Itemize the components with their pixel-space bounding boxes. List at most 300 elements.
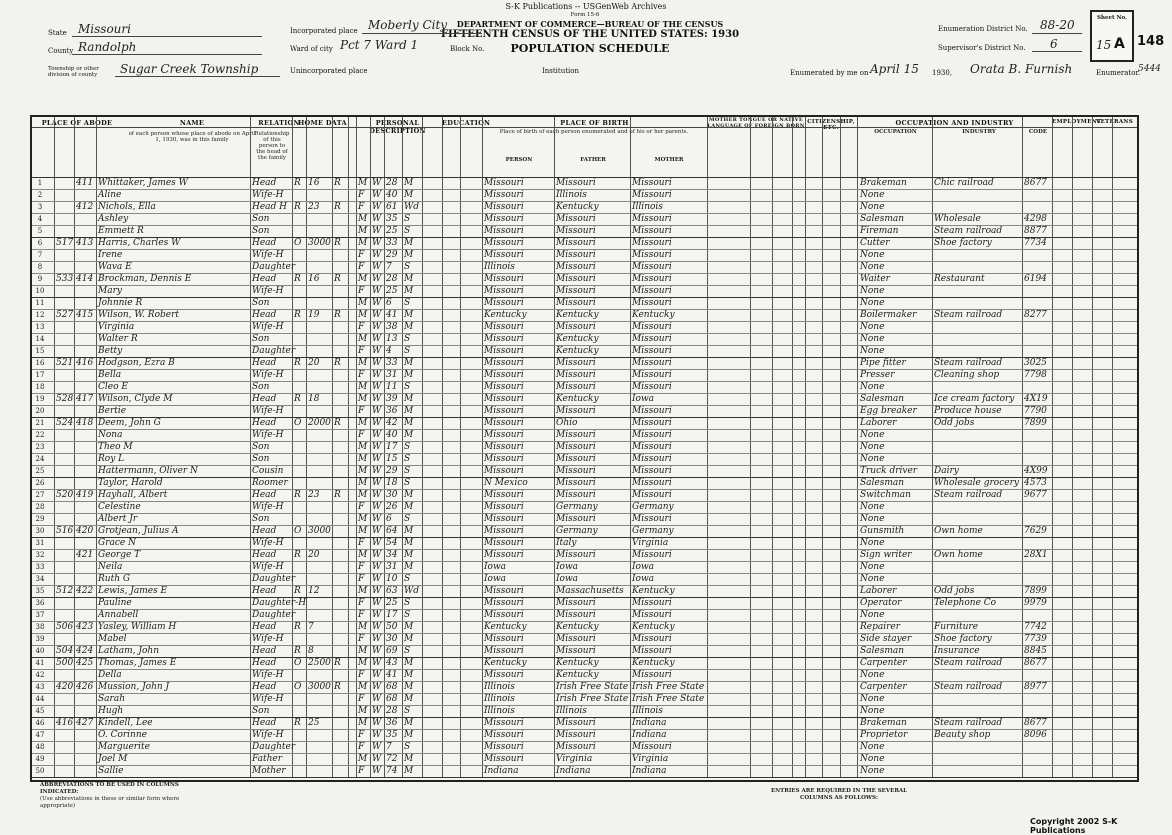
cell-rel: Head [252,418,277,428]
cell-ind: Ice cream factory [934,394,1015,404]
cell-mbp: Missouri [632,418,672,428]
enumerated-label: Enumerated by me on [790,69,869,77]
archive-watermark: S-K Publications -- USGenWeb Archives [505,2,667,11]
cell-fbp: Missouri [556,478,596,488]
cell-sex: M [358,178,368,188]
cell-sex: M [358,622,368,632]
cell-fam: 427 [76,718,94,728]
cell-ind: Steam railroad [934,358,1003,368]
birth-column-desc: Place of birth of each person enumerated and of his or her parents. [499,129,689,135]
cell-ms: M [404,502,414,512]
cell-dw: 516 [56,526,74,536]
cell-name: Sallie [98,766,124,776]
cell-race: W [372,274,382,284]
cell-own: R [294,550,301,560]
county-value: Randolph [78,40,137,54]
cell-rel: Son [252,454,270,464]
cell-ms: M [404,430,414,440]
cell-code: 8677 [1024,658,1047,668]
cell-race: W [372,382,382,392]
cell-bp: Missouri [484,514,524,524]
cell-rel: Wife-H [252,406,284,416]
cell-name: Wilson, W. Robert [98,310,180,320]
cell-own: R [294,310,301,320]
cell-n: 5 [37,227,43,235]
cell-ms: M [404,406,414,416]
cell-bp: Missouri [484,250,524,260]
cell-bp: Illinois [484,682,515,692]
cell-bp: Missouri [484,334,524,344]
cell-dw: 521 [56,358,74,368]
cell-n: 8 [37,263,43,271]
enum-district-label: Enumeration District No. [938,25,1028,33]
cell-code: 6194 [1024,274,1047,284]
cell-age: 54 [386,538,398,548]
cell-ind: Telephone Co [934,598,997,608]
cell-dw: 527 [56,310,74,320]
cell-name: Taylor, Harold [98,478,163,488]
cell-sex: M [358,706,368,716]
cell-occ: Repairer [860,622,901,632]
cell-mbp: Germany [632,502,674,512]
cell-ind: Cleaning shop [934,370,1000,380]
cell-rel: Wife-H [252,538,284,548]
cell-ms: M [404,358,414,368]
cell-name: Johnnie R [98,298,143,308]
cell-age: 30 [386,634,398,644]
cell-fam: 412 [76,202,94,212]
cell-dw: 533 [56,274,74,284]
cell-bp: Illinois [484,262,515,272]
cell-age: 41 [386,310,398,320]
cell-race: W [372,286,382,296]
cell-rel: Wife-H [252,250,284,260]
cell-code: 7742 [1024,622,1047,632]
cell-sex: M [358,550,368,560]
cell-name: Cleo E [98,382,128,392]
cell-mbp: Virginia [632,754,669,764]
cell-ind: Produce house [934,406,1002,416]
cell-bp: Missouri [484,454,524,464]
cell-occ: Carpenter [860,658,907,668]
cell-val: 3000 [308,238,331,248]
cell-occ: None [860,430,885,440]
cell-fbp: Missouri [556,382,596,392]
cell-sex: M [358,754,368,764]
cell-bp: Missouri [484,214,524,224]
cell-bp: Illinois [484,694,515,704]
cell-mbp: Missouri [632,742,672,752]
cell-sex: M [358,646,368,656]
cell-n: 19 [35,395,45,403]
cell-sex: M [358,298,368,308]
cell-fam: 411 [76,178,94,188]
cell-name: Thomas, James E [98,658,177,668]
section-home: HOME DATA [298,119,347,127]
cell-mbp: Illinois [632,202,663,212]
section-employment: EMPLOYMENT [1052,119,1102,125]
relation-column-desc: Relationship of this person to the head of the family [254,131,290,161]
cell-ms: M [404,322,414,332]
cell-ms: M [404,190,414,200]
cell-dw: 420 [56,682,74,692]
cell-sex: M [358,514,368,524]
cell-code: 7899 [1024,586,1047,596]
cell-ms: M [404,526,414,536]
cell-bp: Missouri [484,190,524,200]
cell-n: 29 [35,515,45,523]
section-name: NAME [179,119,205,127]
cell-race: W [372,706,382,716]
cell-age: 7 [386,262,392,272]
cell-sex: F [358,430,365,440]
cell-occ: None [860,382,885,392]
cell-fam: 422 [76,586,94,596]
cell-fbp: Irish Free State [556,694,629,704]
cell-age: 63 [386,586,398,596]
cell-rel: Son [252,442,270,452]
cell-fbp: Missouri [556,646,596,656]
cell-code: 7739 [1024,634,1047,644]
cell-bp: Illinois [484,706,515,716]
cell-sex: M [358,238,368,248]
cell-sex: M [358,274,368,284]
cell-ind: Chic railroad [934,178,994,188]
cell-ms: S [404,454,411,464]
cell-name: Betty [98,346,123,356]
cell-n: 44 [35,695,45,703]
cell-mbp: Missouri [632,610,672,620]
cell-bp: Iowa [484,574,507,584]
enumerated-date: April 15 [870,62,919,76]
cell-radio: R [334,658,341,668]
cell-ms: M [404,670,414,680]
cell-race: W [372,634,382,644]
cell-n: 48 [35,743,45,751]
cell-ind: Own home [934,526,983,536]
cell-name: Mussion, John J [98,682,170,692]
cell-sex: F [358,562,365,572]
cell-ms: M [404,730,414,740]
cell-n: 13 [35,323,45,331]
cell-mbp: Missouri [632,442,672,452]
sheet-box [1090,10,1134,62]
cell-sex: M [358,394,368,404]
cell-occ: Presser [860,370,895,380]
cell-sex: F [358,538,365,548]
cell-n: 6 [37,239,43,247]
cell-ms: M [404,490,414,500]
cell-rel: Wife-H [252,730,284,740]
cell-name: Roy L [98,454,125,464]
cell-ind: Restaurant [934,274,985,284]
cell-race: W [372,502,382,512]
cell-own: R [294,718,301,728]
cell-fbp: Ohio [556,418,578,428]
cell-race: W [372,574,382,584]
cell-ms: M [404,562,414,572]
cell-fam: 424 [76,646,94,656]
cell-sex: M [358,718,368,728]
supervisor-label: Supervisor's District No. [938,44,1026,52]
ward-label: Ward of city [290,45,333,53]
cell-bp: Missouri [484,226,524,236]
cell-name: Lewis, James E [98,586,168,596]
cell-name: Celestine [98,502,141,512]
cell-occ: Side stayer [860,634,912,644]
cell-fam: 417 [76,394,94,404]
cell-n: 45 [35,707,45,715]
cell-val: 23 [308,490,320,500]
cell-age: 4 [386,346,392,356]
cell-name: Hodgson, Ezra B [98,358,175,368]
cell-bp: Missouri [484,754,524,764]
county-label: County [48,47,74,55]
cell-ms: S [404,214,411,224]
cell-ms: S [404,514,411,524]
sheet-letter: A [1114,36,1125,52]
cell-occ: None [860,286,885,296]
cell-occ: None [860,190,885,200]
cell-ms: M [404,310,414,320]
cell-n: 27 [35,491,45,499]
cell-name: Hayhall, Albert [98,490,168,500]
cell-sex: M [358,310,368,320]
cell-ms: S [404,442,411,452]
cell-race: W [372,226,382,236]
cell-mbp: Missouri [632,286,672,296]
cell-val: 12 [308,586,320,596]
cell-val: 2500 [308,658,331,668]
cell-code: 9979 [1024,598,1047,608]
cell-mbp: Missouri [632,634,672,644]
cell-bp: Missouri [484,418,524,428]
cell-radio: R [334,202,341,212]
cell-ms: S [404,466,411,476]
cell-sex: F [358,742,365,752]
cell-occ: None [860,442,885,452]
cell-bp: Missouri [484,358,524,368]
cell-name: Pauline [98,598,132,608]
cell-race: W [372,754,382,764]
cell-sex: M [358,466,368,476]
cell-own: O [294,658,302,668]
cell-sex: M [358,382,368,392]
cell-age: 69 [386,646,398,656]
cell-occ: None [860,670,885,680]
cell-ms: S [404,262,411,272]
cell-race: W [372,442,382,452]
cell-race: W [372,322,382,332]
cell-sex: F [358,730,365,740]
cell-bp: Missouri [484,382,524,392]
cell-val: 20 [308,358,320,368]
cell-fbp: Kentucky [556,622,599,632]
cell-code: 4X19 [1024,394,1048,404]
cell-ms: Wd [404,202,420,212]
cell-mbp: Irish Free State [632,682,705,692]
cell-occ: Boilermaker [860,310,917,320]
cell-race: W [372,622,382,632]
cell-race: W [372,454,382,464]
cell-code: 4298 [1024,214,1047,224]
cell-mbp: Missouri [632,370,672,380]
cell-ind: Furniture [934,622,979,632]
cell-bp: Missouri [484,730,524,740]
cell-occ: Operator [860,598,902,608]
cell-sex: M [358,658,368,668]
cell-ms: S [404,346,411,356]
cell-sex: F [358,202,365,212]
cell-occ: None [860,202,885,212]
sheet-label: Sheet No. [1097,15,1127,21]
cell-ind: Steam railroad [934,658,1003,668]
cell-fbp: Missouri [556,178,596,188]
cell-bp: N Mexico [484,478,528,488]
cell-rel: Son [252,334,270,344]
cell-name: Della [98,670,122,680]
cell-age: 35 [386,214,398,224]
cell-race: W [372,202,382,212]
cell-fbp: Germany [556,526,598,536]
cell-val [308,765,332,778]
state-label: State [48,29,67,37]
cell-fam [76,765,96,778]
cell-occ: None [860,742,885,752]
cell-val: 16 [308,178,320,188]
cell-mbp: Missouri [632,238,672,248]
cell-fbp: Kentucky [556,658,599,668]
cell-name: Grace N [98,538,136,548]
cell-mbp: Missouri [632,178,672,188]
cell-ms: M [404,550,414,560]
cell-race: W [372,514,382,524]
cell-occ: Brakeman [860,178,907,188]
cell-race: W [372,478,382,488]
cell-fbp: Missouri [556,550,596,560]
cell-fam: 418 [76,418,94,428]
name-column-desc: of each person whose place of abode on April 1, 1930, was in this family [128,131,256,143]
cell-n: 10 [35,287,45,295]
cell-mbp: Missouri [632,466,672,476]
cell-fbp: Illinois [556,706,587,716]
cell-rel: Son [252,226,270,236]
cell-ind: Steam railroad [934,310,1003,320]
cell-n: 20 [35,407,45,415]
cell-name: Walter R [98,334,138,344]
cell-ms: M [404,694,414,704]
cell-age: 25 [386,286,398,296]
cell-fbp: Illinois [556,190,587,200]
cell-age: 29 [386,466,398,476]
cell-ms: M [404,250,414,260]
cell-occ: None [860,334,885,344]
cell-bp: Missouri [484,406,524,416]
cell-rel: Wife-H [252,286,284,296]
cell-rel: Father [252,754,283,764]
cell-ind: Shoe factory [934,238,992,248]
cell-sex: F [358,502,365,512]
cell-race: W [372,682,382,692]
cell-fbp: Missouri [556,238,596,248]
cell-occ: Brakeman [860,718,907,728]
cell-dw: 524 [56,418,74,428]
cell-occ: None [860,262,885,272]
cell-radio: R [334,274,341,284]
cell-bp: Missouri [484,370,524,380]
cell-mbp: Missouri [632,322,672,332]
cell-age: 68 [386,694,398,704]
cell-ms: S [404,478,411,488]
sheet-value: 15 [1096,38,1112,52]
abbrev-title: ABBREVIATIONS TO BE USED IN COLUMNS INDICATED: [40,782,179,795]
cell-race: W [372,178,382,188]
cell-code [1024,765,1052,778]
cell-ind: Steam railroad [934,490,1003,500]
cell-ind [934,765,1022,778]
cell-race: W [372,586,382,596]
cell-occ: Sign writer [860,550,912,560]
cell-race: W [372,538,382,548]
cell-occ: None [860,706,885,716]
cell-fam: 421 [76,550,94,560]
cell-ms: M [404,286,414,296]
cell-n: 36 [35,599,45,607]
cell-race: W [372,406,382,416]
copyright: Copyright 2002 S-K Publications [1030,817,1118,835]
cell-mbp: Missouri [632,406,672,416]
cell-ms: M [404,274,414,284]
cell-fbp: Missouri [556,298,596,308]
cell-name: Annabell [98,610,139,620]
cell-own: R [294,490,301,500]
cell-mbp: Missouri [632,346,672,356]
cell-code: 7734 [1024,238,1047,248]
cell-occ: Gunsmith [860,526,905,536]
cell-n: 28 [35,503,45,511]
cell-sex: M [358,490,368,500]
cell-bp: Missouri [484,286,524,296]
cell-rel: Head [252,238,277,248]
cell-ind: Odd jobs [934,586,975,596]
cell-bp: Missouri [484,238,524,248]
cell-race: W [372,346,382,356]
cell-fbp: Missouri [556,742,596,752]
cell-fam: 414 [76,274,94,284]
cell-fbp: Irish Free State [556,682,629,692]
cell-code: 4X99 [1024,466,1048,476]
cell-n: 3 [37,203,43,211]
block-label: Block No. [450,45,485,53]
cell-code: 7798 [1024,370,1047,380]
cell-mbp: Iowa [632,562,655,572]
cell-fbp: Kentucky [556,394,599,404]
cell-occ: None [860,538,885,548]
enumerator-label: Enumerator. [1096,69,1141,77]
entries-required: ENTRIES ARE REQUIRED IN THE SEVERAL COLUMNS AS FOLLOWS: [770,788,908,801]
incorporated-label: Incorporated place [290,27,358,35]
cell-fbp: Iowa [556,574,579,584]
code-col: CODE [1028,129,1048,135]
cell-code: 8677 [1024,178,1047,188]
cell-name: Deem, John G [98,418,161,428]
mother-col: MOTHER [654,157,684,163]
cell-n: 32 [35,551,45,559]
cell-fbp: Massachusetts [556,586,624,596]
cell-ms: S [404,610,411,620]
cell-own: R [294,586,301,596]
cell-ms: S [404,706,411,716]
